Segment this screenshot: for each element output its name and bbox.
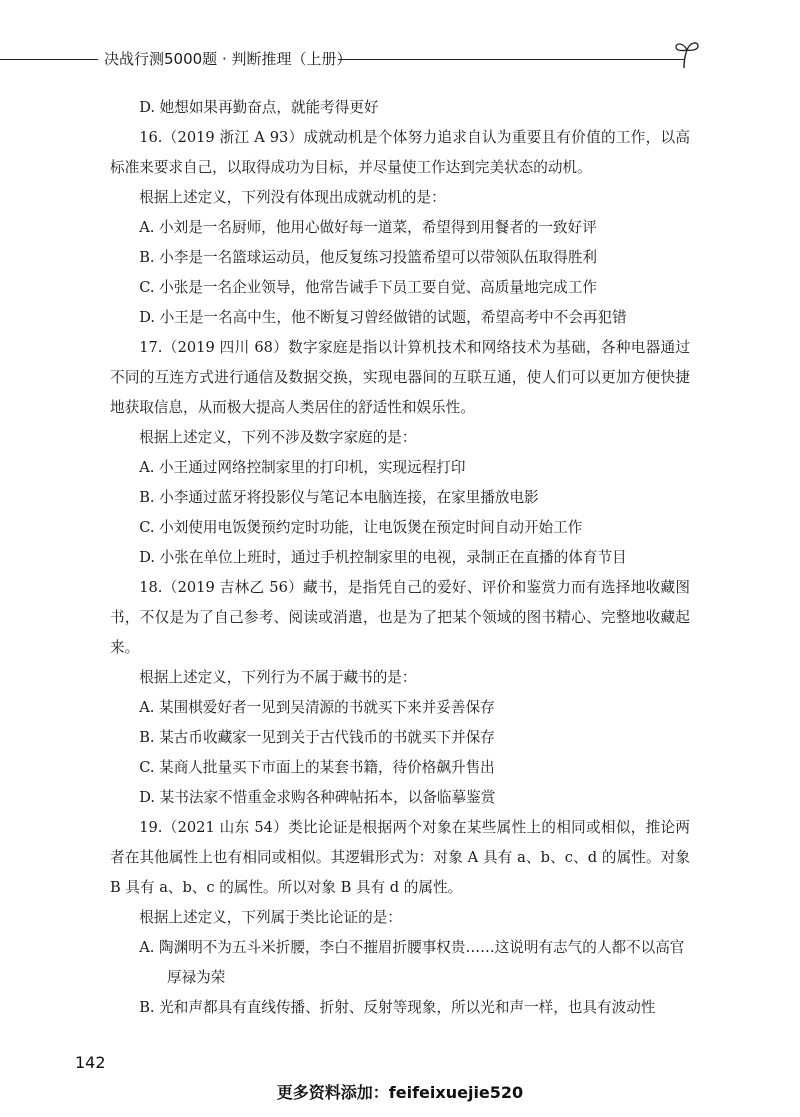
question-16-option-b: B. 小李是一名篮球运动员，他反复练习投篮希望可以带领队伍取得胜利 xyxy=(139,249,598,266)
question-18-option-d: D. 某书法家不惜重金求购各种碑帖拓本，以备临摹鉴赏 xyxy=(139,789,496,806)
running-header xyxy=(0,38,800,78)
question-19-option-a: A. 陶渊明不为五斗米折腰，李白不摧眉折腰事权贵……这说明有志气的人都不以高官厚禄为荣 xyxy=(139,939,685,986)
question-19-option-b: B. 光和声都具有直线传播、折射、反射等现象，所以光和声一样，也具有波动性 xyxy=(139,999,656,1016)
question-17-prompt: 根据上述定义，下列不涉及数字家庭的是： xyxy=(139,429,417,446)
footer-note: 更多资料添加：feifeixuejie520 xyxy=(276,1083,524,1102)
header-rule-left xyxy=(0,59,98,60)
sprout-icon xyxy=(672,38,702,68)
question-18-prompt: 根据上述定义，下列行为不属于藏书的是： xyxy=(139,669,417,686)
question-16-option-d: D. 小王是一名高中生，他不断复习曾经做错的试题，希望高考中不会再犯错 xyxy=(139,309,627,326)
question-18-option-b: B. 某古币收藏家一见到关于古代钱币的书就买下并保存 xyxy=(139,729,495,746)
question-17-option-c: C. 小刘使用电饭煲预约定时功能，让电饭煲在预定时间自动开始工作 xyxy=(139,519,583,536)
option-16-d-prev: D. 她想如果再勤奋点，就能考得更好 xyxy=(139,99,379,116)
question-16: 16.（2019 浙江 A 93）成就动机是个体努力追求自认为重要且有价值的工作，以高标准来要求自己，以取得成功为目标，并尽量使工作达到完美状态的动机。 xyxy=(110,129,690,176)
question-18: 18.（2019 吉林乙 56）藏书，是指凭自己的爱好、评价和鉴赏力而有选择地收藏图书，不仅是为了自己参考、阅读或消遣，也是为了把某个领域的图书精心、完整地收藏起来。 xyxy=(110,579,690,656)
question-17-option-b: B. 小李通过蓝牙将投影仪与笔记本电脑连接，在家里播放电影 xyxy=(139,489,539,506)
question-16-option-c: C. 小张是一名企业领导，他常告诫手下员工要自觉、高质量地完成工作 xyxy=(139,279,597,296)
question-19-prompt: 根据上述定义，下列属于类比论证的是： xyxy=(139,909,402,926)
page-body xyxy=(110,93,690,1023)
question-16-prompt: 根据上述定义，下列没有体现出成就动机的是： xyxy=(139,189,446,206)
header-title: 决战行测5000题 · 判断推理（上册） xyxy=(104,50,352,68)
question-17-option-a: A. 小王通过网络控制家里的打印机，实现远程打印 xyxy=(139,459,466,476)
question-17: 17.（2019 四川 68）数字家庭是指以计算机技术和网络技术为基础，各种电器通过不同的互连方式进行通信及数据交换，实现电器间的互联互通，使人们可以更加方便快捷地获取信息，从而极大提高人类居住的舒适性和娱乐性。 xyxy=(110,339,690,416)
page-number: 142 xyxy=(75,1053,106,1072)
question-19: 19.（2021 山东 54）类比论证是根据两个对象在某些属性上的相同或相似，推论两者在其他属性上也有相同或相似。其逻辑形式为：对象 A 具有 a、b、c、d 的属性。对象 B 具有 a、b、c 的属性。所以对象 B 具有 d 的属性。 xyxy=(110,819,690,896)
question-18-option-c: C. 某商人批量买下市面上的某套书籍，待价格飙升售出 xyxy=(139,759,495,776)
header-rule-right xyxy=(338,59,684,60)
question-16-option-a: A. 小刘是一名厨师，他用心做好每一道菜，希望得到用餐者的一致好评 xyxy=(139,219,597,236)
question-17-option-d: D. 小张在单位上班时，通过手机控制家里的电视，录制正在直播的体育节目 xyxy=(139,549,627,566)
question-18-option-a: A. 某围棋爱好者一见到吴清源的书就买下来并妥善保存 xyxy=(139,699,495,716)
